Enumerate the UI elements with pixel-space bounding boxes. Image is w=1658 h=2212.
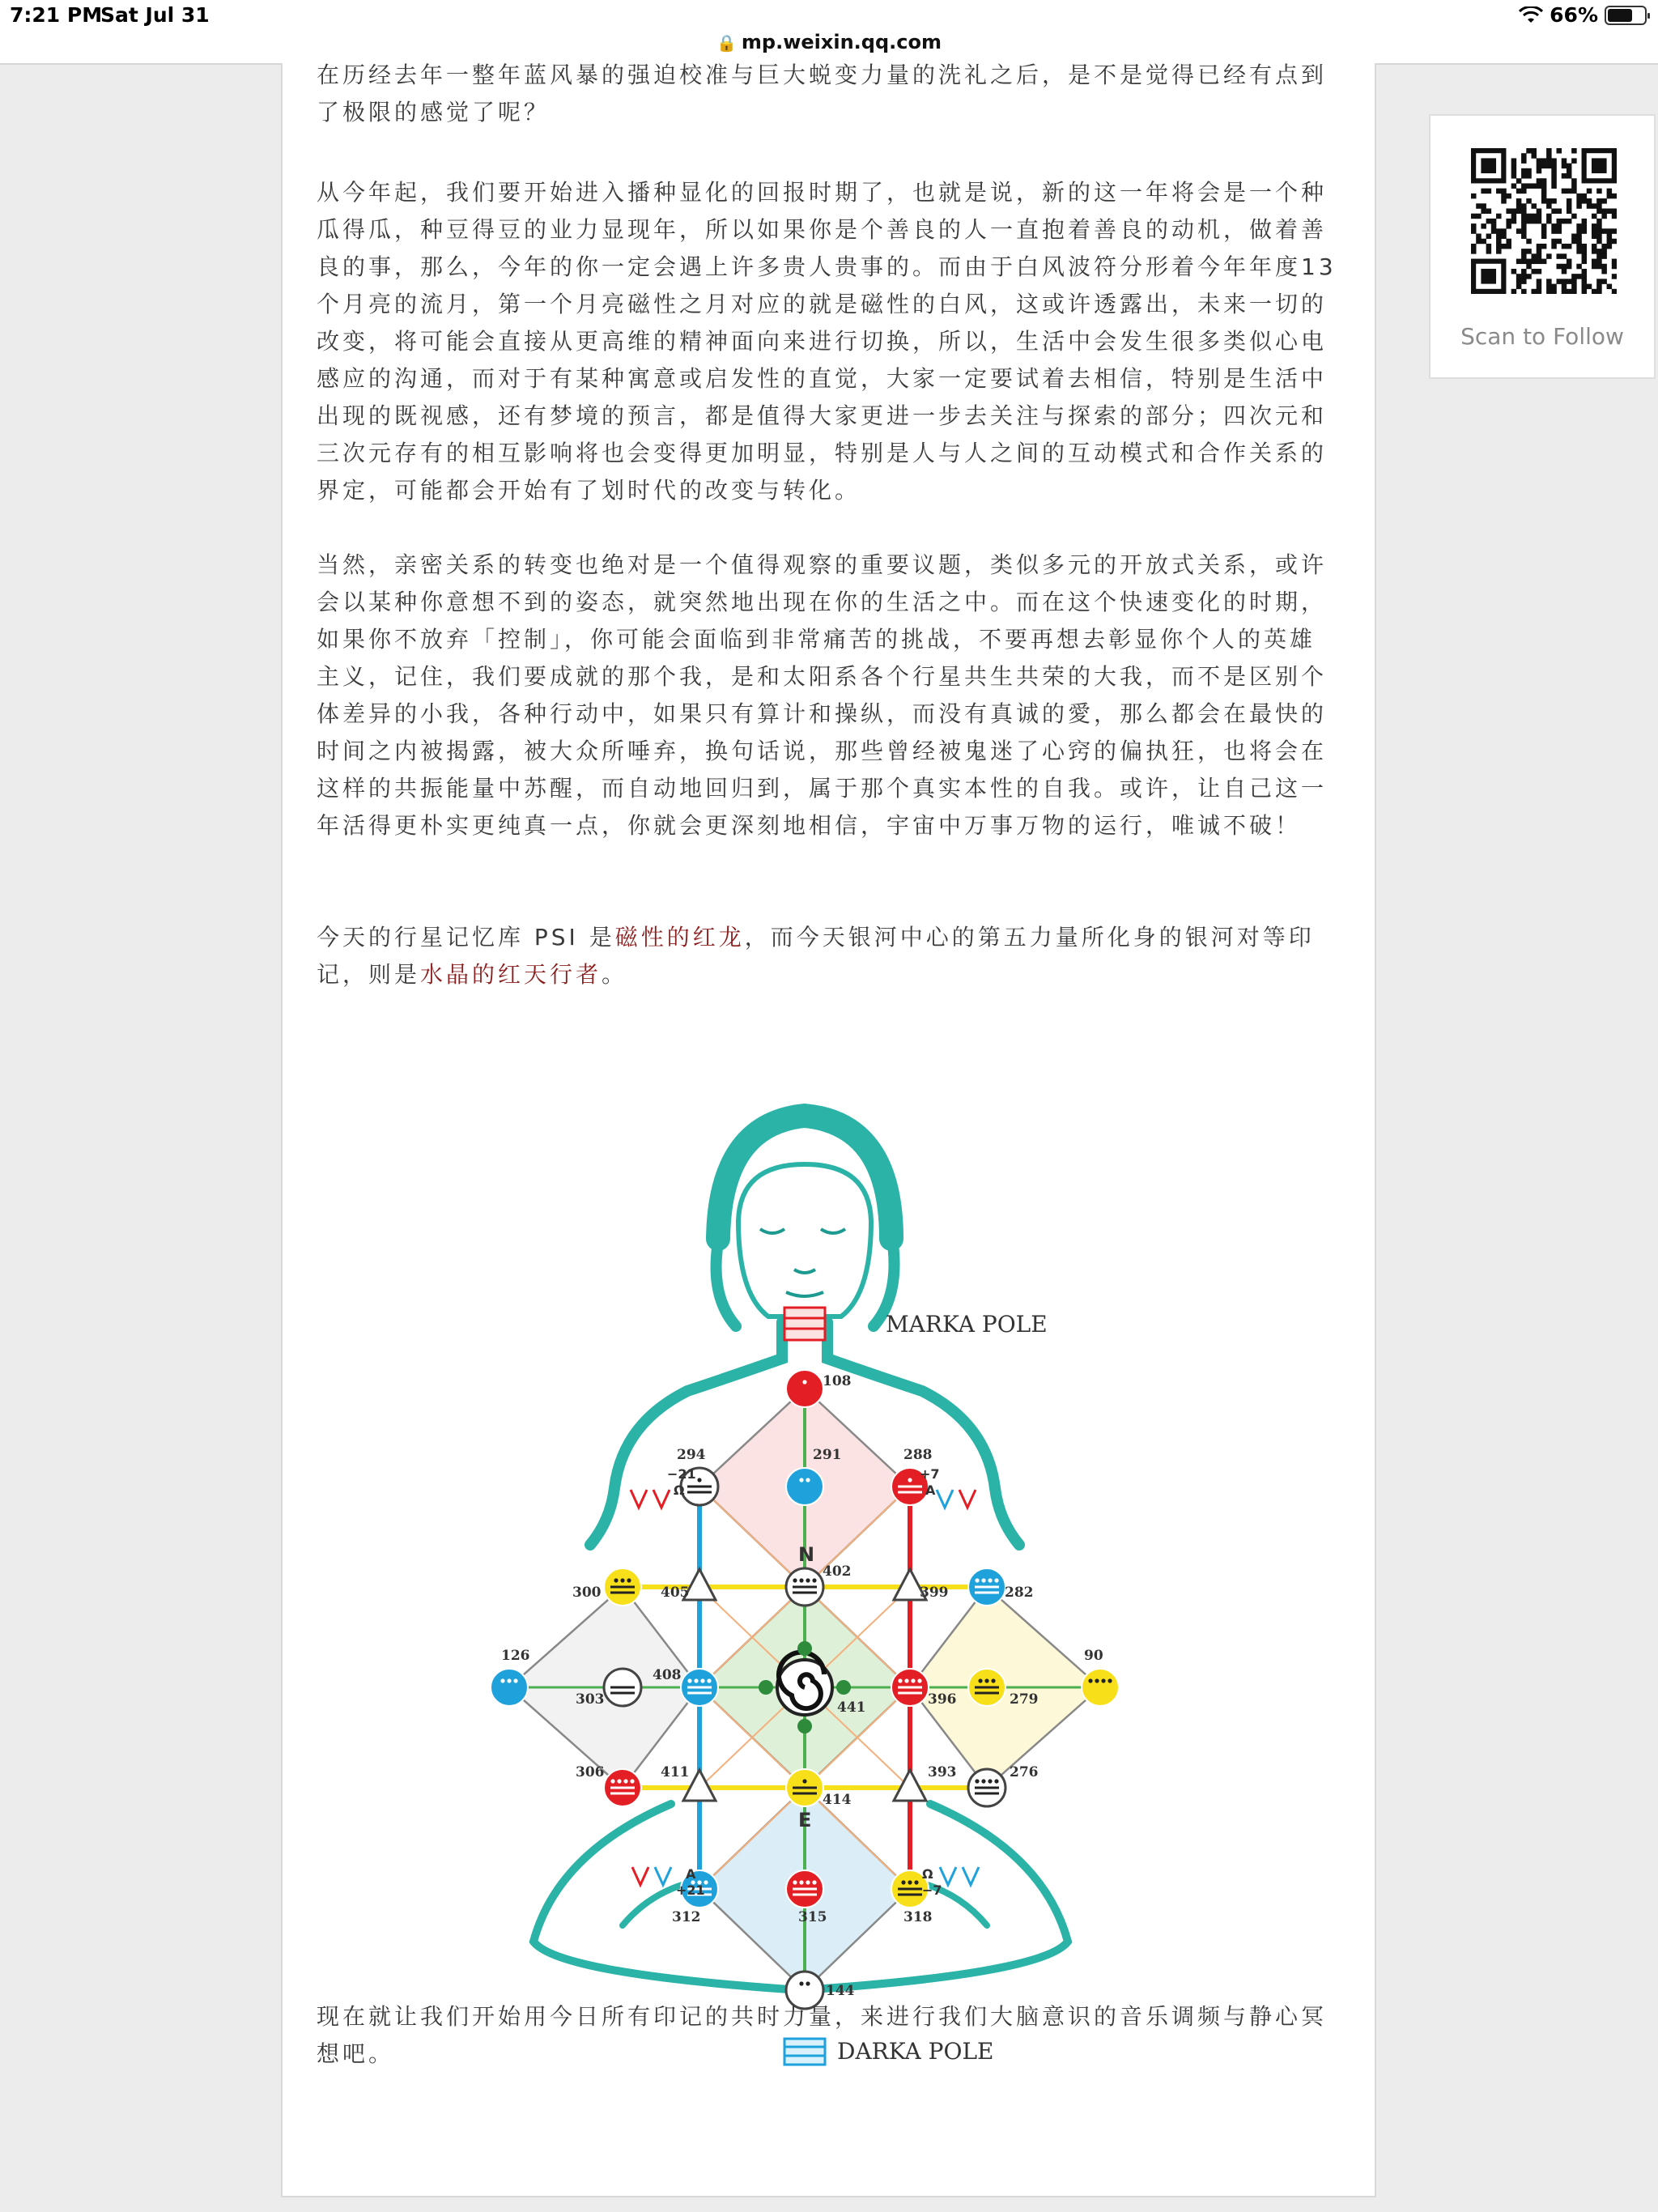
label-side: A bbox=[686, 1866, 696, 1882]
status-bar bbox=[0, 0, 1658, 65]
diagram-node bbox=[894, 1764, 957, 1801]
url-text: mp.weixin.qq.com bbox=[741, 31, 942, 53]
wifi-icon bbox=[1519, 6, 1543, 24]
label-n: N bbox=[798, 1543, 815, 1566]
paragraph-2: 从今年起，我们要开始进入播种显化的回报时期了，也就是说，新的这一年将会是一个种瓜得瓜，种豆得豆的业力显现年，所以如果你是个善良的人一直抱着善良的动机，做着善良的事，那么，今年的你一定会遇上许多贵人贵事的。而由于白风波符分形着今年年度13个月亮的流月，第一个月亮磁性之月对应的就是磁性的白风，这或许透露出，未来一切的改变，将可能会直接从更高维的精神面向来进行切换，所以，生活中会发生很多类似心电感应的沟通，而对于有某种寓意或启发性的直觉，大家一定要试着去相信，特别是生活中出现的既视感，还有梦境的预言，都是值得大家更进一步去关注与探索的部分；四次元和三次元存有的相互影响将也会变得更加明显，特别是人与人之间的互动模式和合作关系的界定，可能都会开始有了划时代的改变与转化。 bbox=[317, 179, 1337, 504]
diagram-node bbox=[894, 1569, 949, 1601]
node-number: 291 bbox=[813, 1447, 842, 1463]
node-number: 306 bbox=[576, 1764, 605, 1780]
node-number: 318 bbox=[903, 1909, 933, 1925]
node-number: 399 bbox=[920, 1585, 949, 1601]
address-bar[interactable] bbox=[0, 31, 1658, 53]
label-side: A bbox=[925, 1482, 936, 1498]
label-side: −21 bbox=[667, 1466, 696, 1482]
node-number: 144 bbox=[826, 1983, 855, 1999]
diagram-node bbox=[661, 1569, 716, 1601]
node-number: 108 bbox=[823, 1373, 852, 1389]
node-number: 396 bbox=[928, 1691, 957, 1708]
diagram-node bbox=[491, 1648, 530, 1706]
p4-text-middle: ，而今天银河中心的第五力量所化身的银河对等印记，则是 bbox=[317, 924, 1315, 988]
qr-follow-panel[interactable] bbox=[1429, 114, 1656, 379]
label-side: −7 bbox=[922, 1882, 942, 1898]
v-glyph-icon bbox=[655, 1867, 671, 1885]
node-number: 303 bbox=[576, 1691, 605, 1708]
v-glyph-icon bbox=[631, 1490, 647, 1508]
node-number: 90 bbox=[1084, 1648, 1103, 1664]
diagram-node bbox=[786, 1370, 852, 1407]
node-number: 408 bbox=[653, 1667, 682, 1683]
node-number: 411 bbox=[661, 1764, 690, 1780]
label-side: Ω bbox=[674, 1482, 685, 1498]
label-side: +7 bbox=[920, 1466, 940, 1482]
lock-icon: 🔒 bbox=[716, 33, 737, 53]
v-glyph-icon bbox=[963, 1867, 979, 1885]
article-content bbox=[281, 63, 1376, 2197]
node-number: 126 bbox=[501, 1648, 530, 1664]
darka-pole-label: DARKA POLE bbox=[837, 2038, 994, 2065]
link-magnetic-red-dragon[interactable]: 磁性的红龙 bbox=[614, 924, 745, 951]
label-side: +21 bbox=[676, 1882, 705, 1898]
qr-code-icon bbox=[1471, 148, 1617, 294]
paragraph-4 bbox=[317, 919, 1338, 993]
node-number: 288 bbox=[903, 1447, 933, 1463]
v-glyph-icon bbox=[940, 1867, 956, 1885]
node-number: 279 bbox=[1010, 1691, 1039, 1708]
v-glyph-icon bbox=[959, 1490, 976, 1508]
node-number: 393 bbox=[928, 1764, 957, 1780]
v-glyph-icon bbox=[653, 1490, 670, 1508]
diagram-node bbox=[661, 1764, 716, 1801]
diagram-node bbox=[1082, 1648, 1119, 1706]
node-number: 315 bbox=[798, 1909, 827, 1925]
node-number: 405 bbox=[661, 1585, 690, 1601]
node-number: 312 bbox=[672, 1909, 701, 1925]
paragraph-1: 在历经去年一整年蓝风暴的强迫校准与巨大蜕变力量的洗礼之后，是不是觉得已经有点到了极限的感觉了呢？ bbox=[317, 62, 1328, 125]
node-number: 402 bbox=[823, 1563, 852, 1580]
v-glyph-icon bbox=[937, 1490, 953, 1508]
paragraph-5: 现在就让我们开始用今日所有印记的共时力量，来进行我们大脑意识的音乐调频与静心冥想吧。 bbox=[317, 2003, 1328, 2067]
node-number: 294 bbox=[677, 1447, 706, 1463]
p4-text-end: 。 bbox=[602, 961, 628, 988]
node-number: 276 bbox=[1010, 1764, 1039, 1780]
status-time: 7:21 PM bbox=[10, 3, 103, 27]
p4-text-start: 今天的行星记忆库 PSI 是 bbox=[317, 924, 615, 951]
battery-icon bbox=[1605, 6, 1647, 25]
node-number: 414 bbox=[823, 1792, 852, 1808]
scan-to-follow-label: Scan to Follow bbox=[1460, 323, 1624, 350]
marka-pole-icon bbox=[784, 1308, 825, 1340]
meditation-diagram bbox=[388, 1083, 1278, 2071]
marka-pole-label: MARKA POLE bbox=[886, 1311, 1048, 1338]
paragraph-3: 当然，亲密关系的转变也绝对是一个值得观察的重要议题，类似多元的开放式关系，或许会以某种你意想不到的姿态，就突然地出现在你的生活之中。而在这个快速变化的时期，如果你不放弃「控制」，你可能会面临到非常痛苦的挑战，不要再想去彰显你个人的英雄主义，记住，我们要成就的那个我，是和太阳系各个行星共生共荣的大我，而不是区别个体差异的小我，各种行动中，如果只有算计和操纵，而没有真诚的愛，那么都会在最快的时间之内被揭露，被大众所唾弃，换句话说，那些曾经被鬼迷了心窍的偏执狂，也将会在这样的共振能量中苏醒，而自动地回归到，属于那个真实本性的自我。或许，让自己这一年活得更朴实更纯真一点，你就会更深刻地相信，宇宙中万事万物的运行，唯诚不破！ bbox=[317, 551, 1328, 839]
label-side: Ω bbox=[922, 1866, 933, 1882]
diagram-node bbox=[968, 1568, 1034, 1606]
label-e: E bbox=[798, 1809, 812, 1831]
status-date: Sat Jul 31 bbox=[100, 3, 210, 27]
link-crystal-red-skywalker[interactable]: 水晶的红天行者 bbox=[420, 961, 602, 988]
node-number: 282 bbox=[1005, 1585, 1034, 1601]
node-number: 441 bbox=[837, 1699, 866, 1716]
v-glyph-icon bbox=[632, 1867, 648, 1885]
node-number: 300 bbox=[572, 1585, 602, 1601]
status-indicators bbox=[1519, 3, 1647, 27]
battery-percent: 66% bbox=[1550, 3, 1598, 27]
